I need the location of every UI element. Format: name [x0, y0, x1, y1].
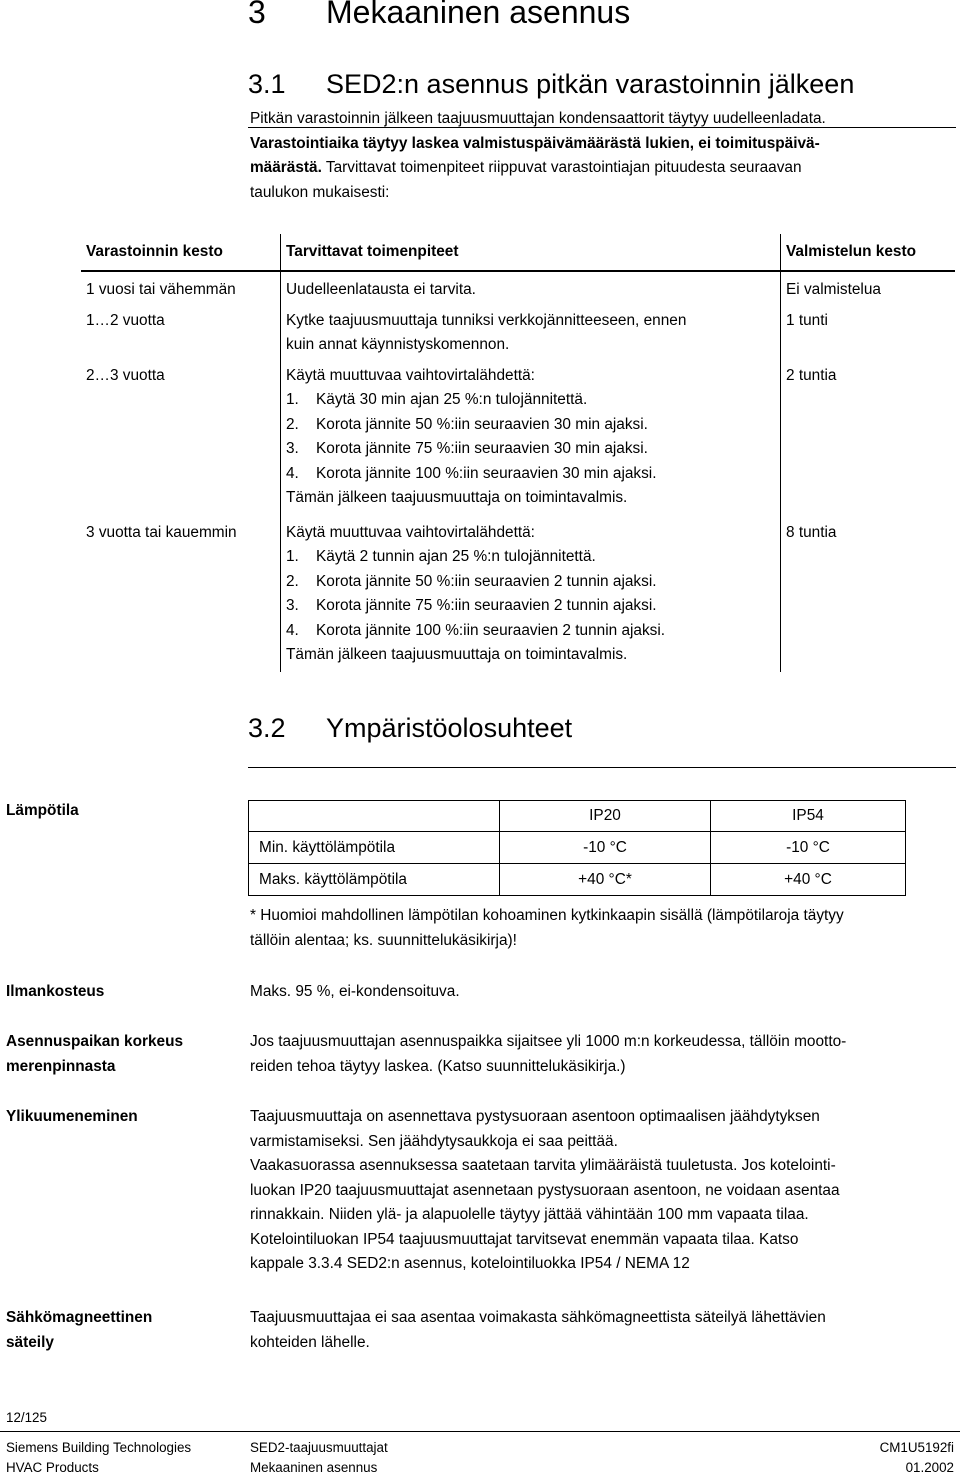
- text-line: Kotelointiluokan IP54 taajuusmuuttajat tarvitsevat enemmän vapaata tilaa. Katso: [250, 1230, 799, 1248]
- temperature-label: Lämpötila: [6, 802, 79, 819]
- table-cell: +40 °C: [711, 864, 906, 896]
- table-cell-action: [281, 362, 781, 515]
- text-line: kohteiden lähelle.: [250, 1333, 370, 1351]
- footer-company: [6, 1438, 191, 1478]
- intro-line: [250, 156, 950, 181]
- step-list: [286, 388, 776, 486]
- intro-normal-tail: Tarvittavat toimenpiteet riippuvat varastointiajan pituudesta seuraavan: [321, 159, 802, 176]
- list-item: 3. Korota jännite 75 %:iin seuraavien 30 min ajaksi.: [286, 440, 648, 457]
- doc-date: 01.2002: [905, 1460, 954, 1475]
- table-cell-duration: 1…2 vuotta: [81, 307, 281, 362]
- text-line: Vaakasuorassa asennuksessa saatetaan tarvita ylimääräistä tuuletusta. Jos kotelointi-: [250, 1157, 836, 1174]
- table-cell-prep: 8 tuntia: [786, 523, 837, 541]
- table-cell: Min. käyttölämpötila: [249, 832, 500, 864]
- table-cell-duration: 2…3 vuotta: [81, 362, 281, 515]
- doc-chapter: Mekaaninen asennus: [250, 1460, 378, 1475]
- list-item: 4. Korota jännite 100 %:iin seuraavien 2 tunnin ajaksi.: [286, 621, 666, 639]
- table-header-row: [81, 234, 955, 271]
- emc-text: [250, 1306, 955, 1355]
- page-number: 12/125: [6, 1410, 47, 1425]
- action-head: Käytä muuttuvaa vaihtovirtalähdettä:: [286, 523, 535, 541]
- text-line: Jos taajuusmuuttajan asennuspaikka sijaitsee yli 1000 m:n korkeudessa, tällöin mootto-: [250, 1033, 847, 1050]
- division-name: HVAC Products: [6, 1460, 99, 1475]
- intro-paragraph: [250, 107, 950, 205]
- text-line: rinnakkain. Niiden ylä- ja alapuolelle täytyy jättää vähintään 100 mm vapaata tilaa.: [250, 1206, 809, 1223]
- table-header: Tarvittavat toimenpiteet: [281, 234, 781, 271]
- table-row: [249, 832, 906, 864]
- list-item: 2. Korota jännite 50 %:iin seuraavien 30 min ajaksi.: [286, 415, 648, 433]
- table-cell-duration: 3 vuotta tai kauemmin: [81, 515, 281, 672]
- table-cell-prep: 2 tuntia: [786, 366, 837, 384]
- table-cell-duration: 1 vuosi tai vähemmän: [81, 271, 281, 307]
- label-line: säteily: [6, 1333, 54, 1351]
- table-row: [249, 864, 906, 896]
- company-name: Siemens Building Technologies: [6, 1440, 192, 1455]
- text-line: luokan IP20 taajuusmuuttajat asennetaan pystysuoraan asentoon, ne voidaan asentaa: [250, 1181, 840, 1199]
- label-line: Asennuspaikan korkeus: [6, 1033, 184, 1050]
- action-tail: Tämän jälkeen taajuusmuuttaja on toimintavalmis.: [286, 489, 628, 506]
- list-item: 1. Käytä 2 tunnin ajan 25 %:n tulojännitettä.: [286, 548, 596, 565]
- table-header: IP20: [500, 801, 711, 832]
- note-line: tällöin alentaa; ks. suunnittelukäsikirja)!: [250, 931, 517, 949]
- table-cell: +40 °C*: [500, 864, 711, 896]
- table-cell-action: [281, 515, 781, 672]
- table-header: [249, 801, 500, 832]
- text-line: kappale 3.3.4 SED2:n asennus, kotelointiluokka IP54 / NEMA 12: [250, 1255, 690, 1272]
- altitude-label: [6, 1030, 231, 1079]
- action-line: Kytke taajuusmuuttaja tunniksi verkkojännitteeseen, ennen: [286, 311, 687, 329]
- storage-table: [81, 234, 955, 672]
- chapter-title: Mekaaninen asennus: [326, 0, 631, 30]
- note-line: * Huomioi mahdollinen lämpötilan kohoaminen kytkinkaapin sisällä (lämpötilaroja täytyy: [250, 907, 844, 924]
- section-heading-3-2: [248, 713, 572, 744]
- step-list: [286, 545, 776, 643]
- table-cell-action: Uudelleenlatausta ei tarvita.: [281, 271, 781, 307]
- table-row: [81, 362, 955, 515]
- table-header: Valmistelun kesto: [781, 234, 956, 271]
- chapter-number: 3: [248, 0, 266, 30]
- humidity-label: Ilmankosteus: [6, 983, 105, 1000]
- label-line: merenpinnasta: [6, 1057, 116, 1075]
- table-row: [81, 307, 955, 362]
- chapter-heading: [248, 0, 630, 31]
- action-head: Käytä muuttuvaa vaihtovirtalähdettä:: [286, 366, 535, 384]
- table-cell-action: [281, 307, 781, 362]
- list-item: 3. Korota jännite 75 %:iin seuraavien 2 tunnin ajaksi.: [286, 597, 657, 614]
- section-number: 3.1: [248, 69, 286, 99]
- temperature-note: [250, 904, 955, 953]
- section-title: Ympäristöolosuhteet: [326, 713, 573, 743]
- overheating-label: Ylikuumeneminen: [6, 1108, 138, 1125]
- intro-line: Pitkän varastoinnin jälkeen taajuusmuuttajan kondensaattorit täytyy uudelleenladata.: [250, 110, 826, 127]
- humidity-text: Maks. 95 %, ei-kondensoituva.: [250, 983, 460, 1000]
- altitude-text: [250, 1030, 955, 1079]
- intro-line: taulukon mukaisesti:: [250, 183, 390, 201]
- table-header: IP54: [711, 801, 906, 832]
- list-item: 4. Korota jännite 100 %:iin seuraavien 30 min ajaksi.: [286, 464, 657, 482]
- table-cell: -10 °C: [711, 832, 906, 864]
- list-item: 1. Käytä 30 min ajan 25 %:n tulojännitettä.: [286, 391, 588, 408]
- intro-line-bold: Varastointiaika täytyy laskea valmistuspäivämäärästä lukien, ei toimituspäivä-: [250, 134, 820, 152]
- action-line: kuin annat käynnistyskomennon.: [286, 336, 510, 353]
- overheating-text: [250, 1105, 955, 1277]
- table-cell-prep: Ei valmistelua: [786, 281, 881, 298]
- table-row: [81, 515, 955, 672]
- table-cell: Maks. käyttölämpötila: [249, 864, 500, 896]
- text-line: Taajuusmuuttajaa ei saa asentaa voimakasta sähkömagneettista säteilyä lähettävien: [250, 1309, 826, 1326]
- footer-code: [880, 1438, 954, 1478]
- text-line: Taajuusmuuttaja on asennettava pystysuoraan asentoon optimaalisen jäähdytyksen: [250, 1108, 820, 1125]
- doc-title: SED2-taajuusmuuttajat: [250, 1440, 388, 1455]
- emc-label: [6, 1306, 231, 1355]
- footer-rule: [0, 1431, 960, 1432]
- section-title: SED2:n asennus pitkän varastoinnin jälkeen: [326, 69, 855, 99]
- table-header-row: [249, 801, 906, 832]
- list-item: 2. Korota jännite 50 %:iin seuraavien 2 tunnin ajaksi.: [286, 572, 657, 590]
- footer-doc: [250, 1438, 388, 1478]
- intro-bold-tail: määrästä.: [250, 159, 322, 176]
- section-heading-3-1: [248, 69, 854, 100]
- table-row: [81, 271, 955, 307]
- section-rule: [248, 767, 956, 768]
- table-header: Varastoinnin kesto: [81, 234, 281, 271]
- action-tail: Tämän jälkeen taajuusmuuttaja on toimintavalmis.: [286, 646, 628, 663]
- text-line: varmistamiseksi. Sen jäähdytysaukkoja ei saa peittää.: [250, 1132, 618, 1150]
- doc-code: CM1U5192fi: [879, 1440, 954, 1455]
- label-line: Sähkömagneettinen: [6, 1309, 153, 1326]
- text-line: reiden tehoa täytyy laskea. (Katso suunnittelukäsikirja.): [250, 1057, 626, 1075]
- table-cell: -10 °C: [500, 832, 711, 864]
- table-cell-prep: 1 tunti: [786, 311, 828, 329]
- temperature-table: [248, 800, 906, 896]
- section-number: 3.2: [248, 713, 286, 743]
